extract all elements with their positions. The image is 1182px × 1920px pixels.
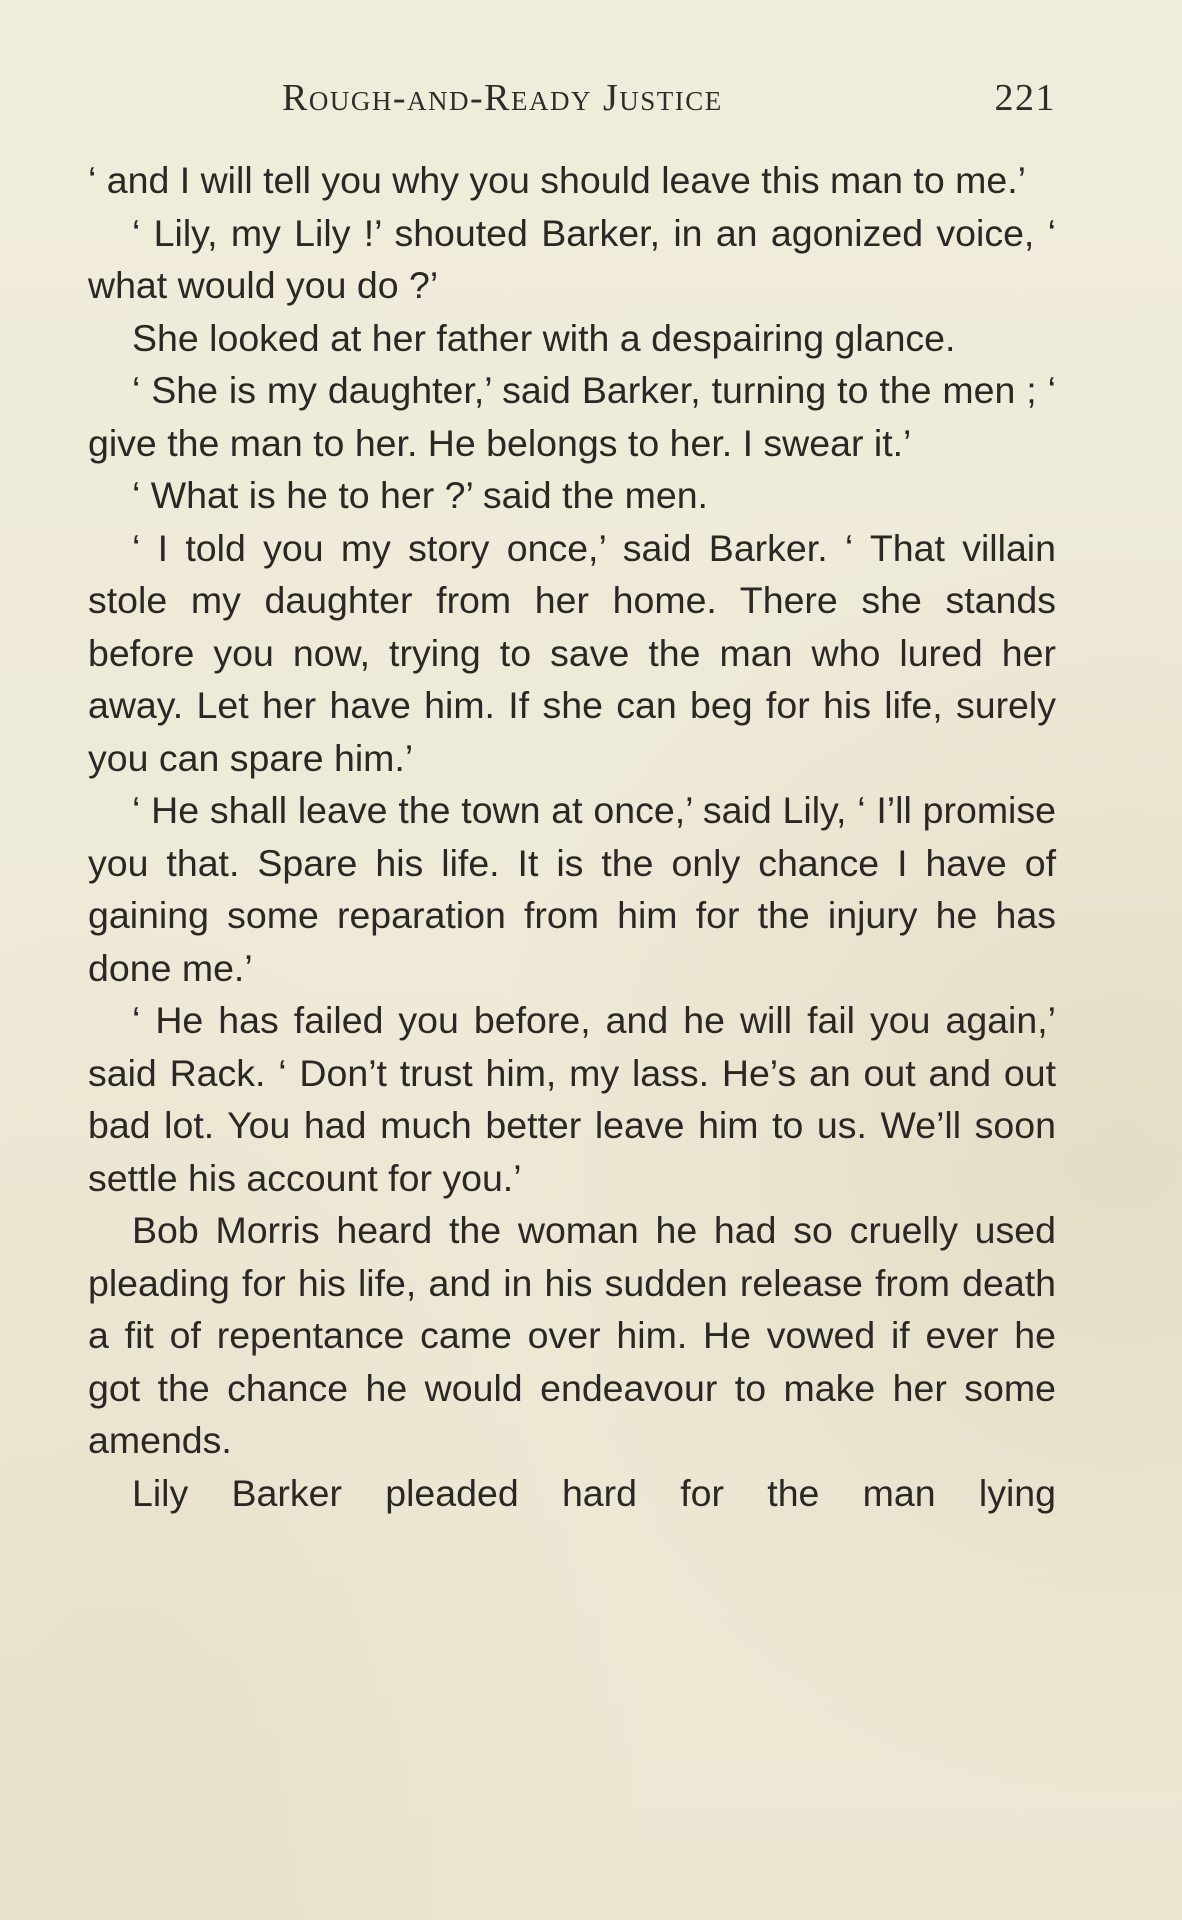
running-head [92, 72, 1056, 124]
page-number: 221 [994, 77, 1056, 119]
running-title: Rough-and-Ready Justice [282, 77, 723, 119]
paragraph: ‘ Lily, my Lily !’ shouted Barker, in an agonized voice, ‘ what would you do ?’ [88, 211, 1056, 306]
body-text [88, 154, 1056, 1519]
paragraph-continues: Lily Barker pleaded hard for the man lying [132, 1471, 1056, 1514]
paragraph: ‘ She is my daughter,’ said Barker, turning to the men ; ‘ give the man to her. He belongs to her. I swear it.’ [88, 369, 1056, 464]
paragraph-continuation: ‘ and I will tell you why you should leave this man to me.’ [88, 159, 1026, 201]
paragraph: She looked at her father with a despairing glance. [132, 316, 956, 359]
paragraph: ‘ I told you my story once,’ said Barker. ‘ That villain stole my daughter from her home. There she stands before you now, trying to save the man who lured her away. Let her have him. If she can beg for his life, surely you can spare him.’ [88, 526, 1056, 779]
paragraph: ‘ He shall leave the town at once,’ said Lily, ‘ I’ll promise you that. Spare his life. It is the only chance I have of gaining some reparation from him for the injury he has done me.’ [88, 789, 1056, 989]
paragraph: ‘ He has failed you before, and he will fail you again,’ said Rack. ‘ Don’t trust him, my lass. He’s an out and out bad lot. You had much better leave him to us. We’ll soon settle his account for you.’ [88, 999, 1056, 1199]
paragraph: ‘ What is he to her ?’ said the men. [132, 474, 708, 516]
paragraph: Bob Morris heard the woman he had so cruelly used pleading for his life, and in his sudden release from death a fit of repentance came over him. He vowed if ever he got the chance he would endeavour to make her some amends. [88, 1209, 1056, 1461]
